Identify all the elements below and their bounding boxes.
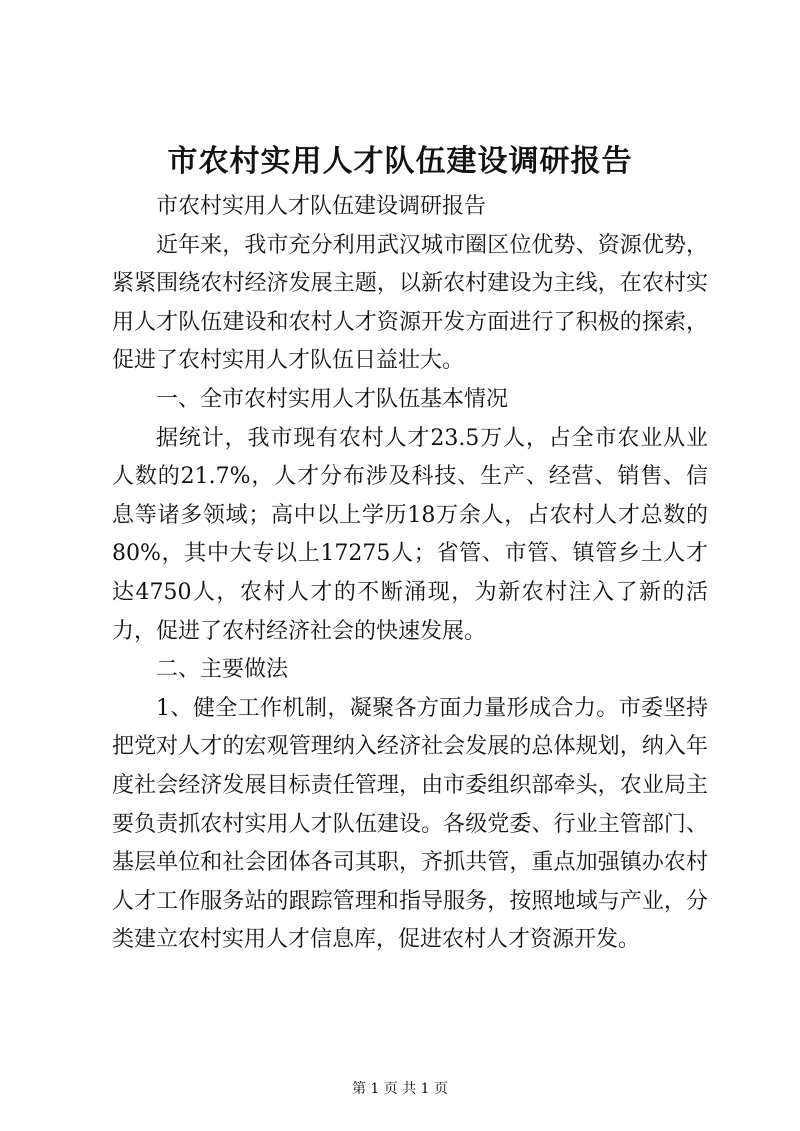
section-heading-basic-situation: 一、全市农村实用人才队伍基本情况 bbox=[156, 386, 509, 412]
subtitle-paragraph: 市农村实用人才队伍建设调研报告 bbox=[156, 194, 487, 219]
practice-1-paragraph: 1、健全工作机制，凝聚各方面力量形成合力。市委坚持把党对人才的宏观管理纳入经济社会发展的总体规划，纳入年度社会经济发展目标责任管理，由市委组织部牵头，农业局主要负责抓农村实用人才队伍建设。各级党委、行业主管部门、基层单位和社会团体各司其职，齐抓共管，重点加强镇办农村人才工作服务站的跟踪管理和指导服务，按照地域与产业，分类建立农村实用人才信息库，促进农村人才资源开发。 bbox=[112, 695, 708, 953]
document-body bbox=[112, 188, 708, 960]
intro-paragraph: 近年来，我市充分利用武汉城市圈区位优势、资源优势，紧紧围绕农村经济发展主题，以新农村建设为主线，在农村实用人才队伍建设和农村人才资源开发方面进行了积极的探索，促进了农村实用人才队伍日益壮大。 bbox=[112, 232, 708, 374]
statistics-paragraph: 据统计，我市现有农村人才23.5万人，占全市农业从业人数的21.7%，人才分布涉及科技、生产、经营、销售、信息等诸多领域；高中以上学历18万余人，占农村人才总数的80%，其中大专以上17275人；省管、市管、镇管乡土人才达4750人，农村人才的不断涌现，为新农村注入了新的活力，促进了农村经济社会的快速发展。 bbox=[112, 425, 708, 644]
page-footer: 第 1 页 共 1 页 bbox=[351, 1081, 449, 1097]
section-heading-main-practices: 二、主要做法 bbox=[156, 657, 289, 683]
document-title: 市农村实用人才队伍建设调研报告 bbox=[167, 144, 633, 179]
